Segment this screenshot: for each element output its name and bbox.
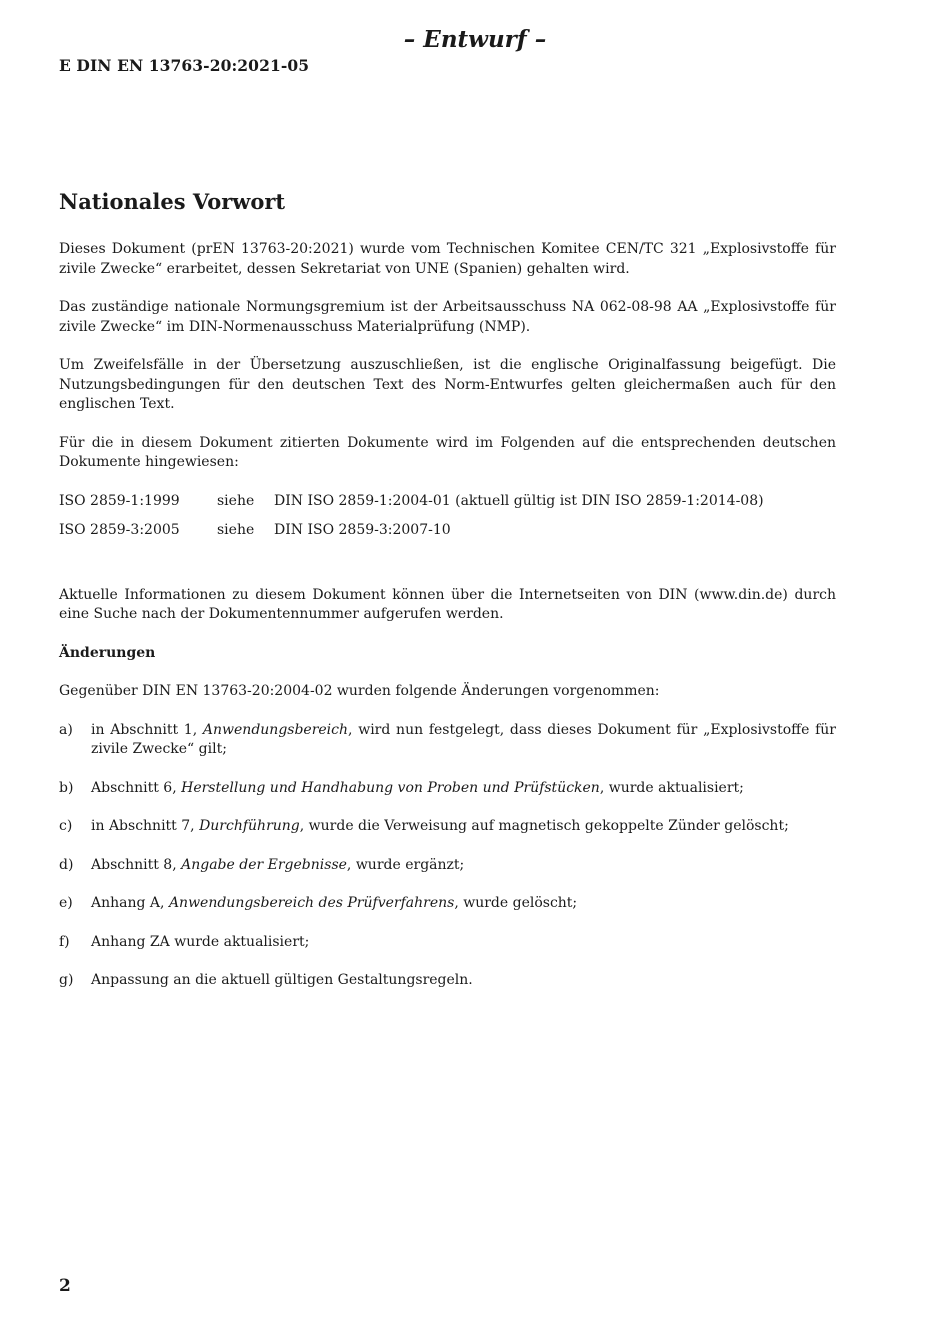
- reference-row: [59, 521, 836, 550]
- paragraph: Das zuständige nationale Normungsgremium ist der Arbeitsausschuss NA 062-08-98 AA „Explosivstoffe für zivile Zwecke“ im DIN-Normenausschuss Materialprüfung (NMP).: [59, 299, 836, 335]
- list-item-letter: e): [59, 895, 73, 911]
- list-item: [59, 933, 836, 953]
- list-item: [59, 856, 836, 876]
- list-item-text: [91, 721, 836, 760]
- list-item-letter: b): [59, 779, 74, 796]
- section-title: Anwendungsbereich des Prüfverfahrens: [168, 895, 455, 911]
- list-item-letter: a): [59, 721, 73, 738]
- draft-label: – Entwurf –: [403, 26, 547, 53]
- list-item-text-part: , wurde die Verweisung auf magnetisch gekoppelte Zünder gelöscht;: [299, 818, 789, 834]
- reference-din: DIN ISO 2859-1:2004-01 (aktuell gültig ist DIN ISO 2859-1:2014-08): [274, 492, 764, 509]
- section-title: Herstellung und Handhabung von Proben und Prüfstücken: [181, 779, 600, 796]
- list-item: [59, 779, 836, 799]
- reference-siehe: siehe: [217, 521, 255, 538]
- list-item-text: Anpassung an die aktuell gültigen Gestaltungsregeln.: [91, 972, 473, 988]
- list-item-letter: c): [59, 818, 73, 834]
- list-item: [59, 721, 836, 760]
- document-id: E DIN EN 13763-20:2021-05: [59, 56, 310, 75]
- list-item: [59, 971, 836, 991]
- list-item: [59, 894, 836, 914]
- list-item-text-part: , wurde gelöscht;: [454, 895, 578, 911]
- reference-din: DIN ISO 2859-3:2007-10: [274, 521, 451, 538]
- paragraph: Für die in diesem Dokument zitierten Dokumente wird im Folgenden auf die entsprechenden deutschen Dokumente hingewiesen:: [59, 434, 836, 470]
- list-item-text: [91, 779, 836, 799]
- list-item-text: [91, 894, 836, 914]
- info-paragraph: Aktuelle Informationen zu diesem Dokument können über die Internetseiten von DIN (www.din.de) durch eine Suche nach der Dokumentennummer aufgerufen werden.: [59, 586, 836, 622]
- paragraph: Um Zweifelsfälle in der Übersetzung auszuschließen, ist die englische Originalfassung beigefügt. Die Nutzungsbedingungen für den deutschen Text des Norm-Entwurfes gelten gleichermaßen auch für den englischen Text.: [59, 357, 836, 412]
- list-item-text-part: Abschnitt 6,: [91, 779, 182, 796]
- section-title: Anwendungsbereich: [202, 721, 349, 738]
- list-item-text-part: Abschnitt 8,: [91, 856, 182, 873]
- reference-iso: ISO 2859-3:2005: [59, 521, 180, 538]
- changes-intro: Gegenüber DIN EN 13763-20:2004-02 wurden folgende Änderungen vorgenommen:: [59, 683, 660, 699]
- section-title: Durchführung: [199, 818, 300, 834]
- paragraph: Dieses Dokument (prEN 13763-20:2021) wurde vom Technischen Komitee CEN/TC 321 „Explosivstoffe für zivile Zwecke“ erarbeitet, dessen Sekretariat von UNE (Spanien) gehalten wird.: [59, 241, 836, 277]
- reference-table: [59, 492, 836, 550]
- list-item-letter: d): [59, 856, 74, 873]
- reference-row: [59, 492, 836, 521]
- reference-siehe: siehe: [217, 492, 255, 509]
- reference-iso: ISO 2859-1:1999: [59, 492, 180, 509]
- list-item-text-part: in Abschnitt 1,: [91, 721, 203, 738]
- list-item-text-part: Anhang A,: [91, 895, 169, 911]
- page-title: Nationales Vorwort: [59, 189, 286, 214]
- page-number: 2: [59, 1276, 71, 1296]
- list-item-text: Anhang ZA wurde aktualisiert;: [91, 933, 310, 950]
- list-item-text: [91, 817, 836, 837]
- changes-heading: Änderungen: [59, 644, 156, 661]
- main-content: [59, 188, 836, 1010]
- list-item-letter: f): [59, 933, 70, 950]
- list-item-text-part: , wurde aktualisiert;: [599, 779, 744, 796]
- list-item-text: [91, 856, 836, 876]
- list-item-text-part: , wird nun festgelegt, dass dieses Dokument für „Explosivstoffe für zivile Zwecke“ gilt;: [91, 721, 837, 757]
- section-title: Angabe der Ergebnisse: [181, 856, 347, 873]
- changes-list: [59, 721, 836, 991]
- list-item: [59, 817, 836, 837]
- list-item-letter: g): [59, 972, 74, 988]
- list-item-text-part: in Abschnitt 7,: [91, 818, 200, 834]
- list-item-text-part: , wurde ergänzt;: [346, 856, 465, 873]
